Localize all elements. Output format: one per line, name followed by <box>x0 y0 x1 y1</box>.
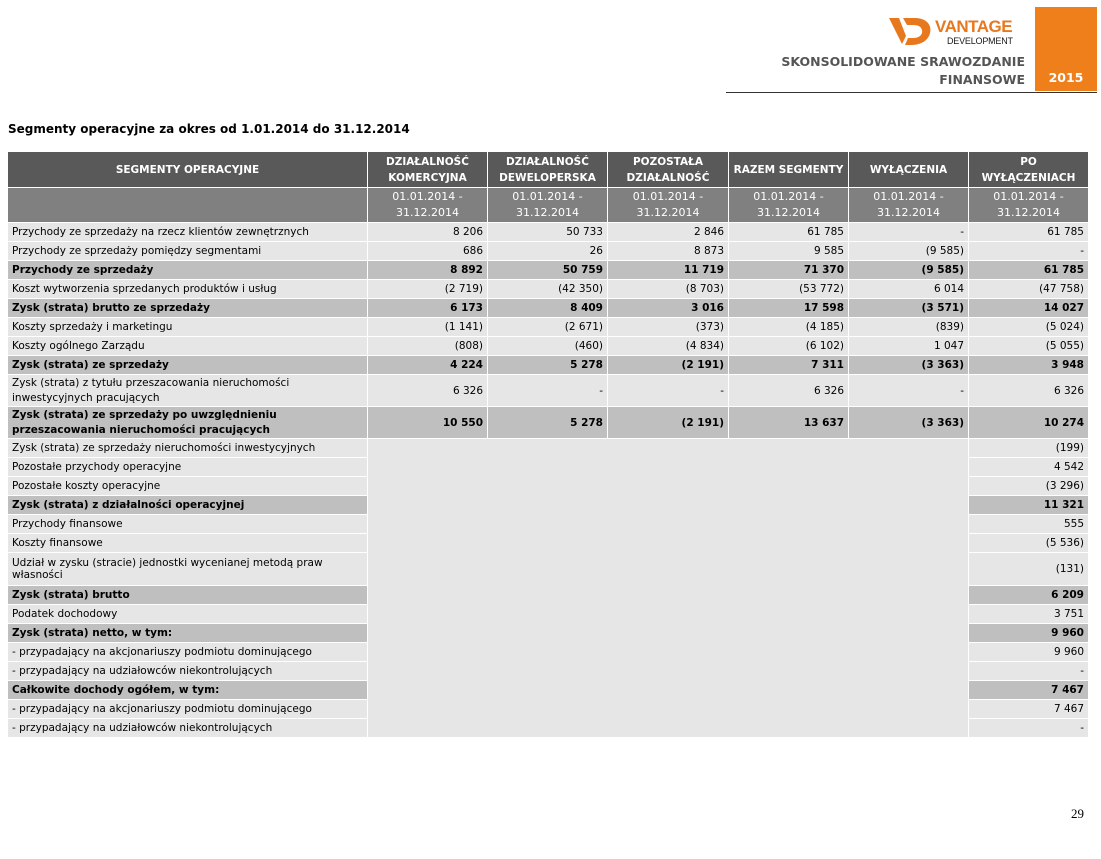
vantage-logo-icon <box>889 14 935 48</box>
row-value: 8 206 <box>368 223 488 242</box>
header-label: SEGMENTY OPERACYJNE <box>8 152 368 188</box>
row-label: - przypadający na udziałowców niekontrolujących <box>8 662 368 681</box>
report-title-line1: SKONSOLIDOWANE SRAWOZDANIE <box>781 54 1025 69</box>
row-value: (1 141) <box>368 318 488 337</box>
row-value: (3 296) <box>969 477 1089 496</box>
row-label: Zysk (strata) ze sprzedaży <box>8 356 368 375</box>
section-title: Segmenty operacyjne za okres od 1.01.2014 do 31.12.2014 <box>8 122 410 136</box>
period-cell: 01.01.2014 - 31.12.2014 <box>368 188 488 223</box>
row-value: (4 834) <box>608 337 729 356</box>
row-value: 8 873 <box>608 242 729 261</box>
row-value: (199) <box>969 439 1089 458</box>
row-value: 3 751 <box>969 605 1089 624</box>
table-row <box>8 261 1089 280</box>
row-value: (839) <box>849 318 969 337</box>
header-col: DZIAŁALNOŚĆ KOMERCYJNA <box>368 152 488 188</box>
row-label: Zysk (strata) z tytułu przeszacowania nieruchomości inwestycyjnych pracujących <box>8 375 368 407</box>
row-label: Koszty finansowe <box>8 534 368 553</box>
row-label: Przychody finansowe <box>8 515 368 534</box>
row-value: - <box>608 375 729 407</box>
row-value: 13 637 <box>729 407 849 439</box>
company-logo <box>889 14 1024 48</box>
row-value: - <box>969 242 1089 261</box>
row-value: (808) <box>368 337 488 356</box>
row-label: Koszty ogólnego Zarządu <box>8 337 368 356</box>
row-value: 50 733 <box>488 223 608 242</box>
row-label: Przychody ze sprzedaży <box>8 261 368 280</box>
row-value: (2 671) <box>488 318 608 337</box>
row-value: 7 311 <box>729 356 849 375</box>
row-label: Całkowite dochody ogółem, w tym: <box>8 681 368 700</box>
row-value: (4 185) <box>729 318 849 337</box>
logo-subtitle: DEVELOPMENT <box>947 36 1013 46</box>
row-label: Zysk (strata) ze sprzedaży nieruchomości inwestycyjnych <box>8 439 368 458</box>
period-cell: 01.01.2014 - 31.12.2014 <box>969 188 1089 223</box>
row-value: (9 585) <box>849 242 969 261</box>
table-row <box>8 299 1089 318</box>
row-label: Przychody ze sprzedaży pomiędzy segmentami <box>8 242 368 261</box>
row-value: 9 960 <box>969 624 1089 643</box>
row-value: (53 772) <box>729 280 849 299</box>
row-value: 6 014 <box>849 280 969 299</box>
row-value: 11 321 <box>969 496 1089 515</box>
row-value: (5 055) <box>969 337 1089 356</box>
row-value: 11 719 <box>608 261 729 280</box>
row-label: Zysk (strata) z działalności operacyjnej <box>8 496 368 515</box>
period-cell: 01.01.2014 - 31.12.2014 <box>608 188 729 223</box>
row-value: (131) <box>969 553 1089 586</box>
row-label: Zysk (strata) brutto ze sprzedaży <box>8 299 368 318</box>
row-value: 71 370 <box>729 261 849 280</box>
row-value: (3 363) <box>849 407 969 439</box>
table-row <box>8 242 1089 261</box>
report-title <box>781 53 1025 89</box>
period-label-blank <box>8 188 368 223</box>
row-value: 7 467 <box>969 700 1089 719</box>
row-value: 4 224 <box>368 356 488 375</box>
table-row <box>8 407 1089 439</box>
row-value: (460) <box>488 337 608 356</box>
row-value: 6 209 <box>969 586 1089 605</box>
row-value: 9 960 <box>969 643 1089 662</box>
logo-name: VANTAGE <box>935 17 1013 36</box>
row-label: Pozostałe koszty operacyjne <box>8 477 368 496</box>
row-label: - przypadający na udziałowców niekontrolujących <box>8 719 368 738</box>
row-value: - <box>488 375 608 407</box>
row-value: (3 571) <box>849 299 969 318</box>
table-row <box>8 439 1089 458</box>
row-value: 8 892 <box>368 261 488 280</box>
row-value: 6 173 <box>368 299 488 318</box>
row-value: 555 <box>969 515 1089 534</box>
table-row <box>8 318 1089 337</box>
row-label: Zysk (strata) ze sprzedaży po uwzględnieniu przeszacowania nieruchomości pracujących <box>8 407 368 439</box>
header-col: RAZEM SEGMENTY <box>729 152 849 188</box>
row-value: 14 027 <box>969 299 1089 318</box>
header-col: POZOSTAŁA DZIAŁALNOŚĆ <box>608 152 729 188</box>
row-value: - <box>969 662 1089 681</box>
row-value: 1 047 <box>849 337 969 356</box>
row-value: (2 719) <box>368 280 488 299</box>
row-value: - <box>849 375 969 407</box>
header-col: DZIAŁALNOŚĆ DEWELOPERSKA <box>488 152 608 188</box>
row-value: 61 785 <box>969 261 1089 280</box>
row-label: Koszty sprzedaży i marketingu <box>8 318 368 337</box>
row-label: Zysk (strata) netto, w tym: <box>8 624 368 643</box>
row-label: Zysk (strata) brutto <box>8 586 368 605</box>
header-col: PO WYŁĄCZENIACH <box>969 152 1089 188</box>
table-row <box>8 356 1089 375</box>
table-row <box>8 337 1089 356</box>
row-label: - przypadający na akcjonariuszy podmiotu dominującego <box>8 700 368 719</box>
header-col: WYŁĄCZENIA <box>849 152 969 188</box>
row-value: (9 585) <box>849 261 969 280</box>
row-value: (2 191) <box>608 356 729 375</box>
row-value: (6 102) <box>729 337 849 356</box>
row-value: 686 <box>368 242 488 261</box>
row-value: 3 016 <box>608 299 729 318</box>
row-value: 26 <box>488 242 608 261</box>
row-value: (8 703) <box>608 280 729 299</box>
row-value: 6 326 <box>368 375 488 407</box>
row-value: (5 024) <box>969 318 1089 337</box>
row-value: 6 326 <box>969 375 1089 407</box>
row-value: 2 846 <box>608 223 729 242</box>
segments-table <box>7 151 1089 738</box>
row-label: Przychody ze sprzedaży na rzecz klientów zewnętrznych <box>8 223 368 242</box>
row-value: 9 585 <box>729 242 849 261</box>
table-body <box>8 223 1089 738</box>
period-row <box>8 188 1089 223</box>
row-value: 61 785 <box>729 223 849 242</box>
period-cell: 01.01.2014 - 31.12.2014 <box>849 188 969 223</box>
row-value: 5 278 <box>488 407 608 439</box>
header-row <box>8 152 1089 188</box>
row-value: 8 409 <box>488 299 608 318</box>
table-row <box>8 223 1089 242</box>
table-row <box>8 375 1089 407</box>
row-value: 4 542 <box>969 458 1089 477</box>
row-value: 6 326 <box>729 375 849 407</box>
row-label: Koszt wytworzenia sprzedanych produktów i usług <box>8 280 368 299</box>
row-value: (47 758) <box>969 280 1089 299</box>
row-value: (42 350) <box>488 280 608 299</box>
row-value: (2 191) <box>608 407 729 439</box>
header-divider <box>726 92 1097 93</box>
row-value: 10 274 <box>969 407 1089 439</box>
row-value: 3 948 <box>969 356 1089 375</box>
row-value: 61 785 <box>969 223 1089 242</box>
row-value: (373) <box>608 318 729 337</box>
row-label: Podatek dochodowy <box>8 605 368 624</box>
row-label: Pozostałe przychody operacyjne <box>8 458 368 477</box>
page-number: 29 <box>1071 806 1084 821</box>
row-value: 10 550 <box>368 407 488 439</box>
row-value: (5 536) <box>969 534 1089 553</box>
row-label: Udział w zysku (stracie) jednostki wycenianej metodą praw własności <box>8 553 368 586</box>
empty-segment-area <box>368 439 969 738</box>
row-value: (3 363) <box>849 356 969 375</box>
row-value: 50 759 <box>488 261 608 280</box>
row-value: 5 278 <box>488 356 608 375</box>
report-title-line2: FINANSOWE <box>939 72 1025 87</box>
year-label: 2015 <box>1048 70 1084 85</box>
period-cell: 01.01.2014 - 31.12.2014 <box>729 188 849 223</box>
row-label: - przypadający na akcjonariuszy podmiotu dominującego <box>8 643 368 662</box>
row-value: - <box>969 719 1089 738</box>
row-value: 7 467 <box>969 681 1089 700</box>
row-value: 17 598 <box>729 299 849 318</box>
period-cell: 01.01.2014 - 31.12.2014 <box>488 188 608 223</box>
row-value: - <box>849 223 969 242</box>
table-row <box>8 280 1089 299</box>
